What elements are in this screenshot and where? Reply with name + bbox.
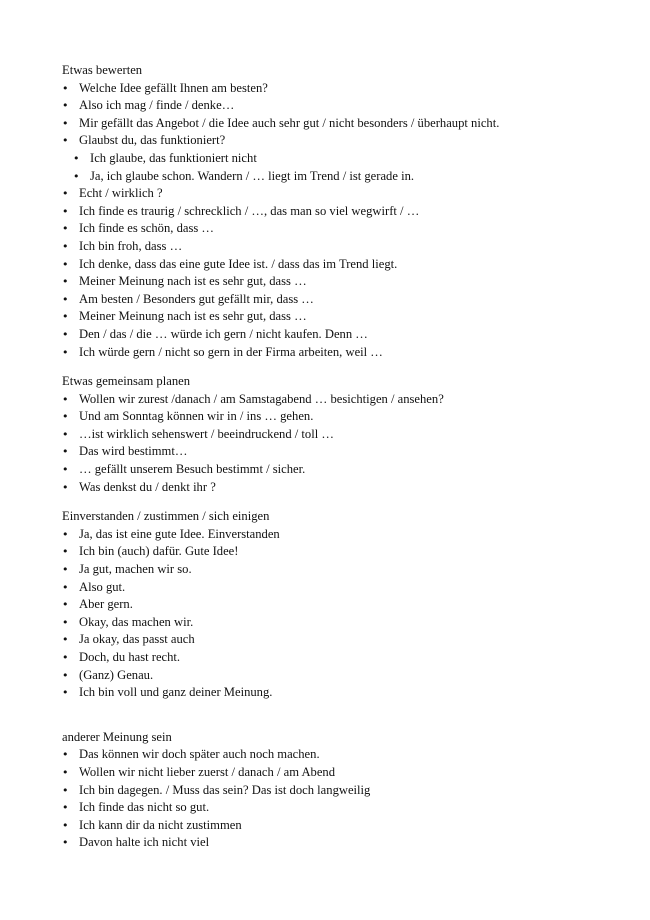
list-item <box>62 408 622 426</box>
list-item-text: Ich glaube, das funktioniert nicht <box>90 150 257 165</box>
section-title: Etwas gemeinsam planen <box>62 374 190 389</box>
list-item-text: (Ganz) Genau. <box>79 667 154 682</box>
list-item <box>62 596 622 614</box>
list-item <box>62 834 622 852</box>
list-item-text: Wollen wir nicht lieber zuerst / danach / am Abend <box>79 764 336 779</box>
bullet-icon: • <box>62 134 69 148</box>
section-spacer <box>62 702 622 729</box>
bullet-icon: • <box>62 801 69 815</box>
list-item-text: … gefällt unserem Besuch bestimmt / sicher. <box>79 462 306 477</box>
list-item <box>62 561 622 579</box>
bullet-icon: • <box>62 345 69 359</box>
bullet-icon: • <box>62 275 69 289</box>
list-item <box>62 479 622 497</box>
bullet-icon: • <box>62 580 69 594</box>
list-item-text: Glaubst du, das funktioniert? <box>79 133 226 148</box>
list-item <box>62 273 622 291</box>
list-item <box>62 649 622 667</box>
list-item <box>62 391 622 409</box>
list-item <box>62 764 622 782</box>
list-item-text: Doch, du hast recht. <box>79 650 181 664</box>
bullet-icon: • <box>62 836 69 850</box>
list-item <box>62 344 622 362</box>
list-item-text: Am besten / Besonders gut gefällt mir, dass … <box>79 291 314 306</box>
bullet-icon: • <box>62 598 69 612</box>
section-etwas-gemeinsam-planen <box>62 373 622 496</box>
list-item <box>62 291 622 309</box>
list-item-text: Ich bin froh, dass … <box>79 238 183 253</box>
bullet-icon: • <box>62 651 69 664</box>
phrase-list <box>62 526 622 702</box>
phrase-list <box>62 746 622 852</box>
phrase-list <box>62 391 622 497</box>
list-item-text: Ja, das ist eine gute Idee. Einverstanden <box>79 526 280 541</box>
bullet-icon: • <box>73 151 80 165</box>
list-item-text: Den / das / die … würde ich gern / nicht kaufen. Denn … <box>79 326 368 341</box>
list-item <box>62 461 622 479</box>
list-item <box>62 115 622 133</box>
list-item-text: Ja gut, machen wir so. <box>79 562 192 577</box>
bullet-icon: • <box>73 169 80 183</box>
bullet-icon: • <box>62 310 69 324</box>
list-item-text: Ich bin (auch) dafür. Gute Idee! <box>79 544 239 559</box>
list-item <box>62 426 622 444</box>
sub-list-item <box>62 150 622 168</box>
list-item-text: Das können wir doch später auch noch machen. <box>79 747 320 762</box>
list-item <box>62 220 622 238</box>
bullet-icon: • <box>62 527 69 541</box>
list-item <box>62 631 622 649</box>
list-item-text: Ja, ich glaube schon. Wandern / … liegt im Trend / ist gerade in. <box>90 168 415 183</box>
bullet-icon: • <box>62 686 69 700</box>
bullet-icon: • <box>62 545 69 559</box>
list-item-text: Ich bin voll und ganz deiner Meinung. <box>79 685 273 700</box>
list-item <box>62 203 622 221</box>
bullet-icon: • <box>62 668 69 682</box>
sub-list-item <box>62 168 622 186</box>
bullet-icon: • <box>62 81 69 95</box>
bullet-icon: • <box>62 445 69 459</box>
list-item <box>62 443 622 461</box>
bullet-icon: • <box>62 392 69 406</box>
list-item-text: Ich finde es schön, dass … <box>79 221 215 236</box>
list-item <box>62 684 622 702</box>
list-item <box>62 238 622 256</box>
list-item-text: Ich bin dagegen. / Muss das sein? Das ist doch langweilig <box>79 782 371 797</box>
bullet-icon: • <box>62 327 69 341</box>
list-item-text: Also ich mag / finde / denke… <box>79 98 235 113</box>
list-item-text: Also gut. <box>79 579 126 594</box>
bullet-icon: • <box>62 257 69 271</box>
list-item-text: Ich würde gern / nicht so gern in der Firma arbeiten, weil … <box>79 344 383 359</box>
bullet-icon: • <box>62 783 69 797</box>
bullet-icon: • <box>62 615 69 629</box>
section-spacer <box>62 361 622 373</box>
list-item <box>62 782 622 800</box>
bullet-icon: • <box>62 563 69 577</box>
bullet-icon: • <box>62 239 69 253</box>
bullet-icon: • <box>62 463 69 477</box>
list-item <box>62 326 622 344</box>
bullet-icon: • <box>62 222 69 236</box>
bullet-icon: • <box>62 633 69 647</box>
list-item-text: Ja okay, das passt auch <box>79 632 195 647</box>
list-item-text: Was denkst du / denkt ihr ? <box>79 479 216 494</box>
list-item <box>62 80 622 98</box>
list-item-text: Ich finde es traurig / schrecklich / …, das man so viel wegwirft / … <box>79 203 420 218</box>
bullet-icon: • <box>62 427 69 441</box>
list-item <box>62 817 622 835</box>
list-item <box>62 746 622 764</box>
list-item-text: Ich finde das nicht so gut. <box>79 800 210 815</box>
list-item <box>62 667 622 685</box>
list-item-text: Ich denke, dass das eine gute Idee ist. / dass das im Trend liegt. <box>79 256 398 271</box>
list-item-text: Das wird bestimmt… <box>79 444 188 459</box>
phrase-list <box>62 80 622 362</box>
list-item-text: Meiner Meinung nach ist es sehr gut, dass … <box>79 274 307 289</box>
bullet-icon: • <box>62 292 69 306</box>
list-item <box>62 526 622 544</box>
bullet-icon: • <box>62 748 69 762</box>
list-item <box>62 308 622 326</box>
list-item <box>62 799 622 817</box>
list-item <box>62 543 622 561</box>
bullet-icon: • <box>62 204 69 218</box>
bullet-icon: • <box>62 116 69 130</box>
bullet-icon: • <box>62 99 69 113</box>
list-item-text: Mir gefällt das Angebot / die Idee auch sehr gut / nicht besonders / überhaupt nicht. <box>79 115 500 130</box>
section-title: anderer Meinung sein <box>62 729 172 744</box>
bullet-icon: • <box>62 410 69 424</box>
list-item-text: Aber gern. <box>79 597 133 612</box>
list-item-text: …ist wirklich sehenswert / beeindruckend / toll … <box>79 426 334 441</box>
list-item <box>62 256 622 274</box>
section-einverstanden <box>62 508 622 702</box>
section-title: Etwas bewerten <box>62 63 143 77</box>
list-item-text: Meiner Meinung nach ist es sehr gut, dass … <box>79 309 307 324</box>
list-item <box>62 132 622 150</box>
section-title: Einverstanden / zustimmen / sich einigen <box>62 509 270 524</box>
section-etwas-bewerten <box>62 62 622 361</box>
section-spacer <box>62 496 622 508</box>
list-item <box>62 185 622 203</box>
list-item-text: Davon halte ich nicht viel <box>79 835 210 850</box>
bullet-icon: • <box>62 187 69 201</box>
section-anderer-meinung-sein <box>62 729 622 852</box>
list-item-text: Wollen wir zurest /danach / am Samstagabend … besichtigen / ansehen? <box>79 391 444 406</box>
list-item-text: Echt / wirklich ? <box>79 186 163 201</box>
bullet-icon: • <box>62 818 69 832</box>
list-item <box>62 97 622 115</box>
list-item <box>62 579 622 597</box>
list-item <box>62 614 622 632</box>
list-item-text: Ich kann dir da nicht zustimmen <box>79 817 242 832</box>
list-item-text: Welche Idee gefällt Ihnen am besten? <box>79 80 268 95</box>
bullet-icon: • <box>62 480 69 494</box>
document-page <box>62 62 622 852</box>
list-item-text: Und am Sonntag können wir in / ins … gehen. <box>79 409 314 424</box>
list-item-text: Okay, das machen wir. <box>79 614 194 629</box>
bullet-icon: • <box>62 765 69 779</box>
